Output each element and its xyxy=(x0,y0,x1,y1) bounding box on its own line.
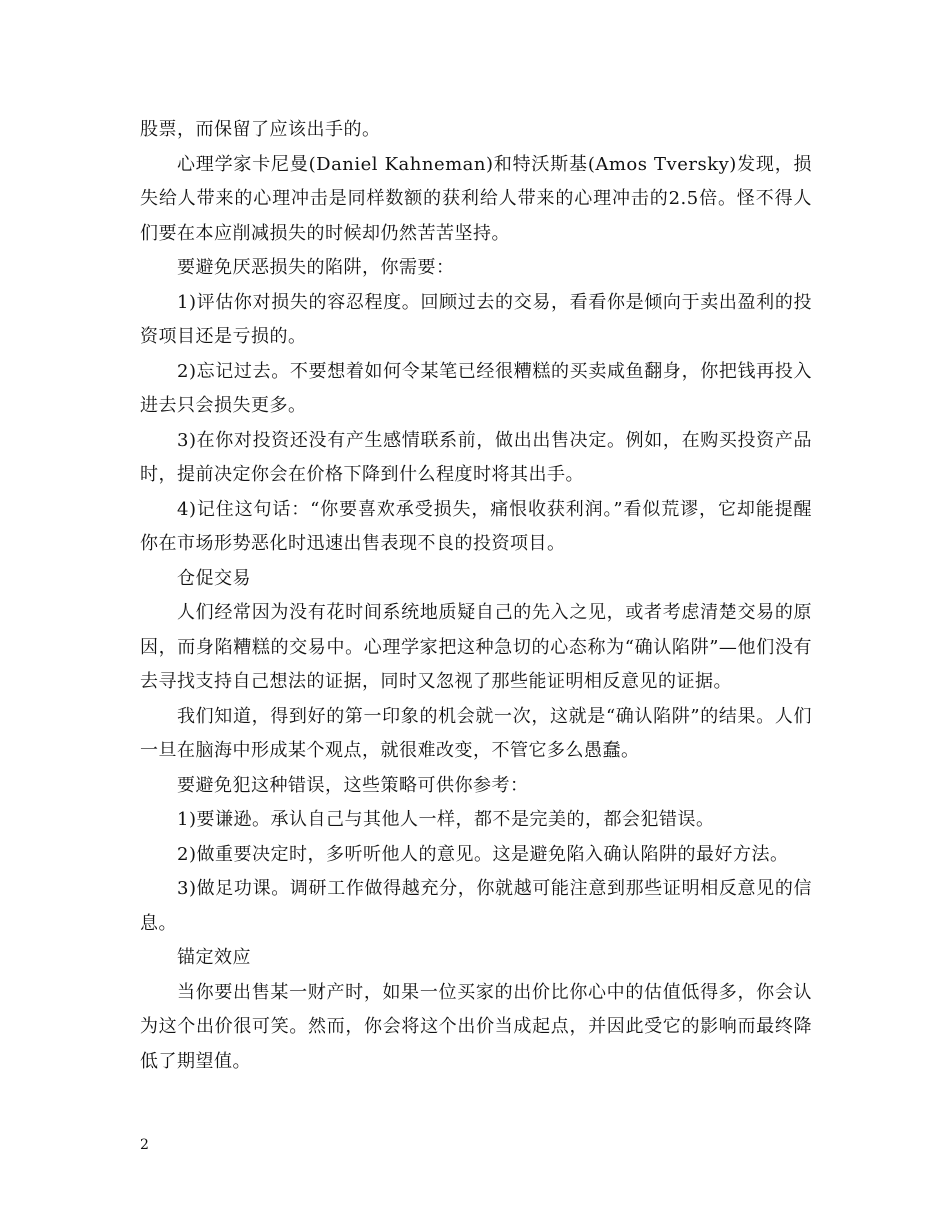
list-item-loss-3: 3)在你对投资还没有产生感情联系前，做出出售决定。例如，在购买投资产品时，提前决定你会在价格下降到什么程度时将其出手。 xyxy=(140,429,812,485)
list-item-loss-1: 1)评估你对损失的容忍程度。回顾过去的交易，看看你是倾向于卖出盈利的投资项目还是亏损的。 xyxy=(140,291,812,347)
paragraph-anchoring: 当你要出售某一财产时，如果一位买家的出价比你心中的估值低得多，你会认为这个出价很可笑。然而，你会将这个出价当成起点，并因此受它的影响而最终降低了期望值。 xyxy=(140,981,812,1072)
body-text xyxy=(140,113,812,1079)
paragraph-strategies-intro: 要避免犯这种错误，这些策略可供你参考： xyxy=(177,774,529,796)
list-item-strategy-1: 1)要谦逊。承认自己与其他人一样，都不是完美的，都会犯错误。 xyxy=(177,809,715,830)
paragraph-continuation: 股票，而保留了应该出手的。 xyxy=(140,119,381,140)
list-item-loss-2: 2)忘记过去。不要想着如何令某笔已经很糟糕的买卖咸鱼翻身，你把钱再投入进去只会损失更多。 xyxy=(140,360,812,416)
paragraph-confirmation-trap: 人们经常因为没有花时间系统地质疑自己的先入之见，或者考虑清楚交易的原因，而身陷糟糕的交易中。心理学家把这种急切的心态称为“确认陷阱”—他们没有去寻找支持自己想法的证据，同时又忽视了那些能证明相反意见的证据。 xyxy=(140,602,812,692)
list-item-strategy-3: 3)做足功课。调研工作做得越充分，你就越可能注意到那些证明相反意见的信息。 xyxy=(140,878,812,934)
section-heading-anchoring: 锚定效应 xyxy=(177,947,251,968)
page-number: 2 xyxy=(140,1137,149,1153)
section-heading-hasty-trading: 仓促交易 xyxy=(177,567,251,589)
list-item-strategy-2: 2)做重要决定时，多听听他人的意见。这是避免陷入确认陷阱的最好方法。 xyxy=(177,843,789,865)
list-item-loss-4: 4)记住这句话：“你要喜欢承受损失，痛恨收获利润。”看似荒谬，它却能提醒你在市场形势恶化时迅速出售表现不良的投资项目。 xyxy=(140,498,812,554)
paragraph-kahneman-tversky: 心理学家卡尼曼(Daniel Kahneman)和特沃斯基(Amos Tversky)发现，损失给人带来的心理冲击是同样数额的获利给人带来的心理冲击的2.5倍。怪不得人们要在本应削减损失的时候却仍然苦苦坚持。 xyxy=(140,153,812,244)
paragraph-first-impression: 我们知道，得到好的第一印象的机会就一次，这就是“确认陷阱”的结果。人们一旦在脑海中形成某个观点，就很难改变，不管它多么愚蠢。 xyxy=(140,705,812,761)
paragraph-loss-aversion-intro: 要避免厌恶损失的陷阱，你需要： xyxy=(177,257,455,278)
